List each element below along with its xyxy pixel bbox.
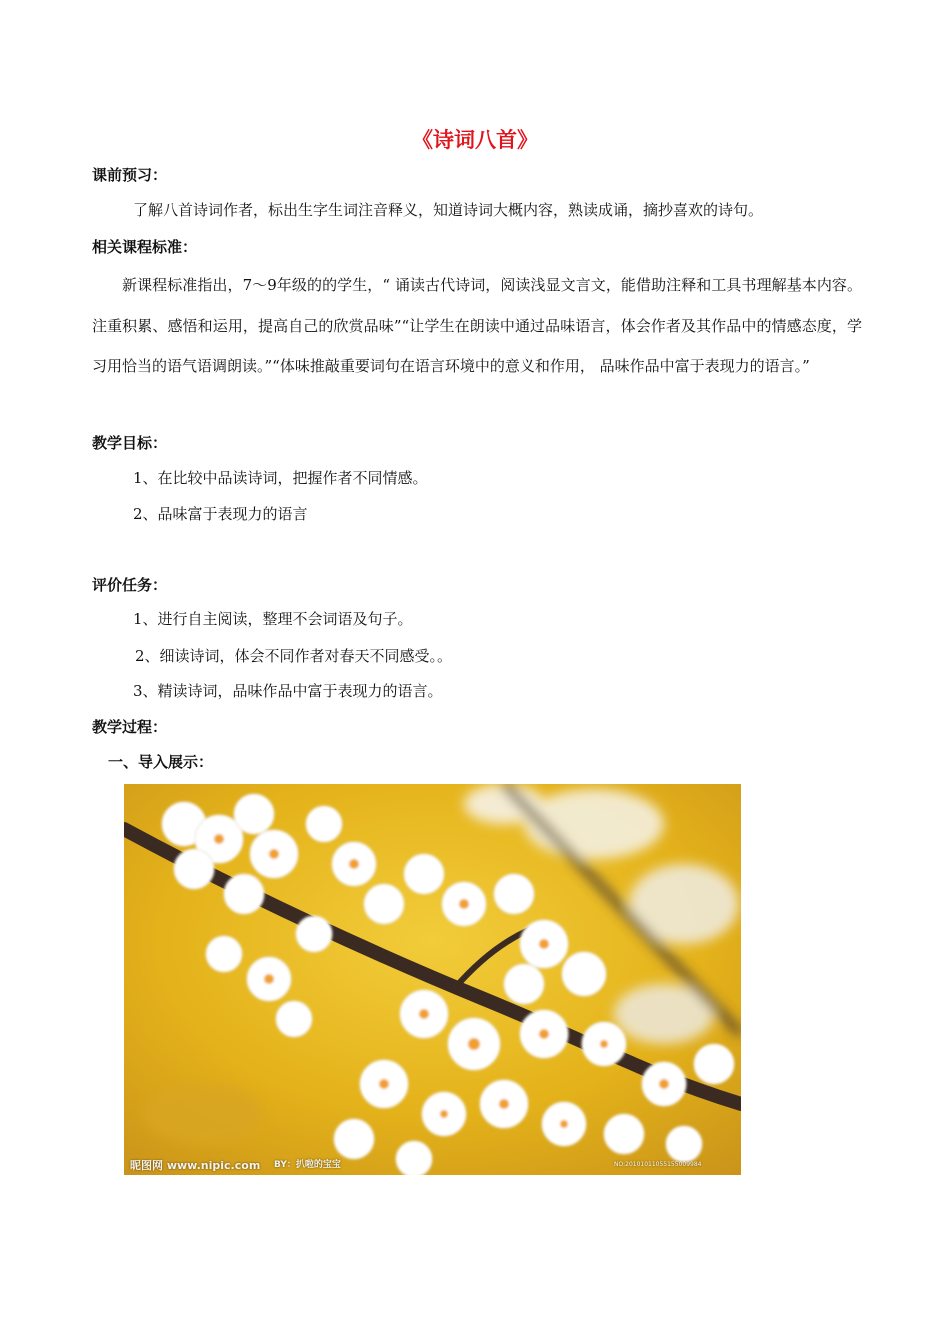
- watermark-number: NO:20101011055155009984: [614, 1161, 702, 1168]
- standards-paragraph: 新课程标准指出，7～9年级的的学生，“ 诵读古代诗词，阅读浅显文言文，能借助注释和工具书理解基本内容。注重积累、感悟和运用，提高自己的欣赏品味”“让学生在朗读中通过品味语言，体会作者及其作品中的情感态度，学习用恰当的语气语调朗读。”“体味推敲重要词句在语言环境中的意义和作用， 品味作品中富于表现力的语言。”: [92, 276, 862, 375]
- watermark-site: 昵图网 www.nipic.com: [130, 1159, 261, 1172]
- task-item: 1、进行自主阅读，整理不会词语及句子。: [133, 610, 413, 628]
- goals-heading: 教学目标：: [92, 434, 168, 452]
- goal-item: 1、在比较中品读诗词，把握作者不同情感。: [133, 469, 428, 487]
- blossom-photo: [124, 784, 741, 1175]
- goal-item: 2、品味富于表现力的语言: [133, 505, 308, 523]
- watermark-author: BY：扒啦的宝宝: [274, 1160, 341, 1170]
- process-subheading: 一、导入展示：: [108, 753, 214, 771]
- document-title: 《诗词八首》: [412, 128, 538, 152]
- standards-heading: 相关课程标准：: [92, 238, 198, 256]
- task-item: 2、细读诗词，体会不同作者对春天不同感受。。: [135, 647, 453, 665]
- preview-heading: 课前预习：: [92, 166, 168, 184]
- task-item: 3、精读诗词，品味作品中富于表现力的语言。: [133, 682, 443, 700]
- tasks-heading: 评价任务：: [92, 576, 168, 594]
- process-heading: 教学过程：: [92, 718, 168, 736]
- preview-text: 了解八首诗词作者，标出生字生词注音释义，知道诗词大概内容，熟读成诵，摘抄喜欢的诗句。: [133, 201, 764, 219]
